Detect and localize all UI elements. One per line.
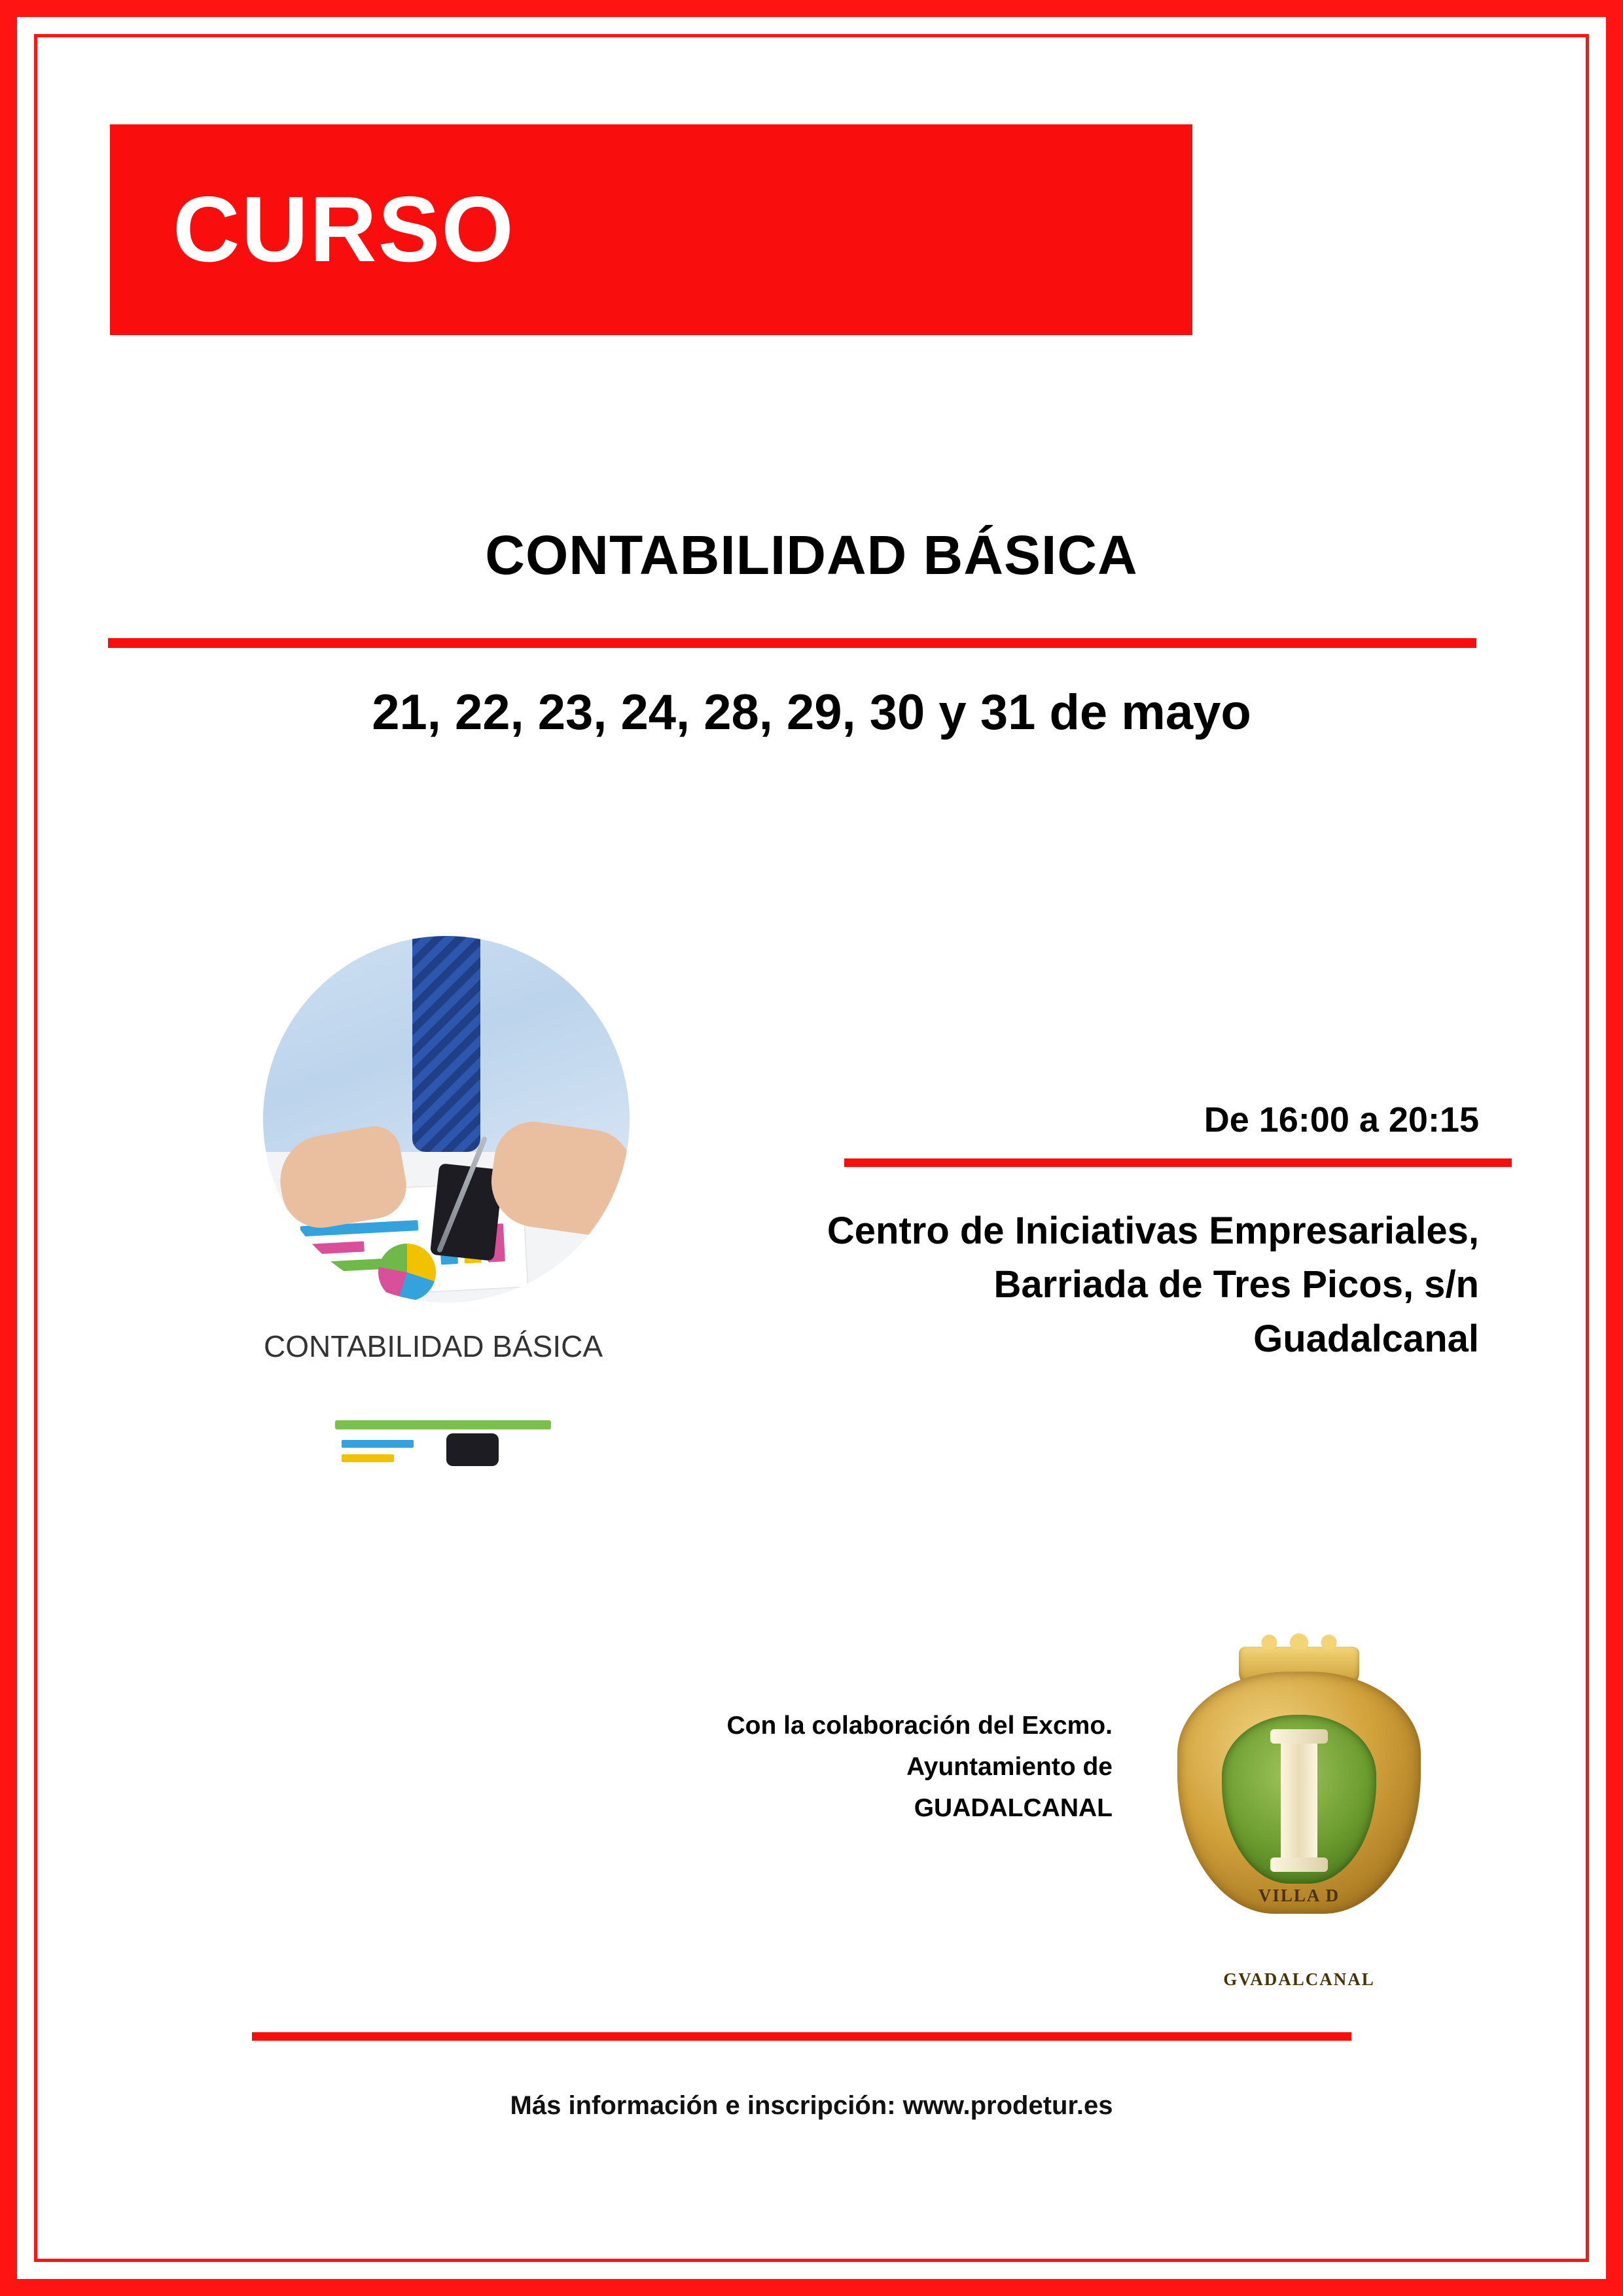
divider-bottom — [252, 2032, 1351, 2041]
photo-bottom-paper — [329, 1431, 558, 1479]
curso-banner — [110, 124, 1192, 335]
collaboration-line-1: Con la colaboración del Excmo. — [726, 1712, 1113, 1740]
venue-line-2: Barriada de Tres Picos, s/n — [993, 1263, 1479, 1306]
course-photo — [171, 916, 695, 1525]
photo-bottom-phone — [446, 1433, 499, 1466]
venue-address — [694, 1204, 1479, 1366]
crest-motto: VILLA D GVADALCANAL — [1223, 1886, 1375, 1989]
collaboration-line-3: GUADALCANAL — [914, 1794, 1113, 1823]
guadalcanal-coat-of-arms-icon — [1162, 1623, 1436, 1989]
footer-info: Más información e inscripción: www.prodetur.es — [510, 2091, 1113, 2120]
course-dates: 21, 22, 23, 24, 28, 29, 30 y 31 de mayo — [372, 685, 1251, 740]
photo-bottom-bar-yellow — [342, 1454, 394, 1462]
page-title: CONTABILIDAD BÁSICA — [485, 524, 1138, 586]
collaboration-note — [537, 1705, 1113, 1829]
photo-bottom-bar-blue — [342, 1440, 414, 1448]
banner-label: CURSO — [173, 177, 515, 281]
divider-top — [108, 638, 1476, 648]
venue-line-1: Centro de Iniciativas Empresariales, — [827, 1210, 1479, 1252]
photo-green-strip — [335, 1420, 551, 1429]
photo-necktie — [412, 936, 480, 1152]
course-schedule: De 16:00 a 20:15 — [1204, 1100, 1479, 1139]
photo-bar-pink — [301, 1241, 365, 1255]
photo-caption: CONTABILIDAD BÁSICA — [263, 1329, 603, 1363]
divider-middle — [844, 1158, 1512, 1167]
collaboration-line-2: Ayuntamiento de — [906, 1753, 1113, 1782]
crest-column — [1281, 1738, 1317, 1863]
photo-bottom-fragment — [289, 1368, 597, 1479]
venue-line-3: Guadalcanal — [1253, 1317, 1479, 1360]
photo-pie-chart — [378, 1244, 436, 1301]
photo-circle-image — [263, 936, 630, 1302]
